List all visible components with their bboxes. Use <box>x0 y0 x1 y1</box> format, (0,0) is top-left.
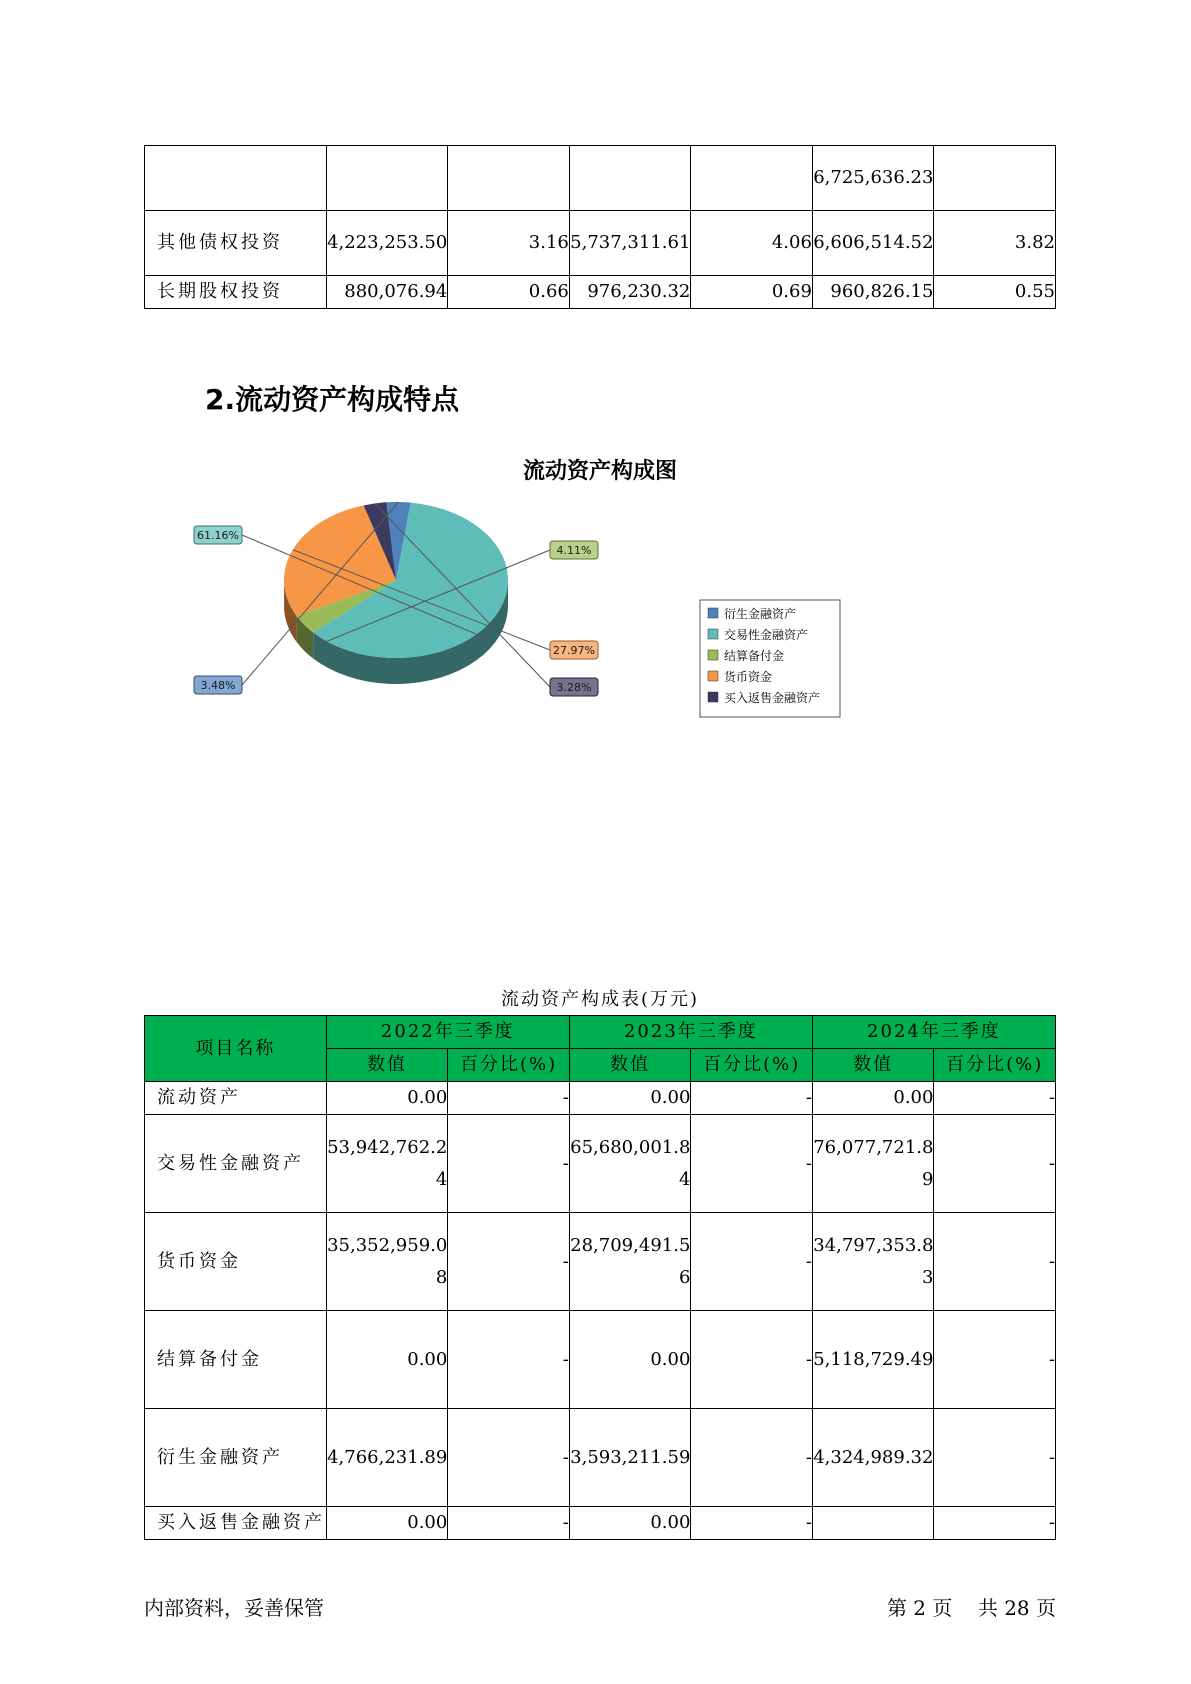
table-header-row <box>145 1016 1056 1049</box>
legend-label: 货币资金 <box>724 670 773 684</box>
percent-cell: - <box>691 1409 813 1507</box>
value-cell: 5,118,729.49 <box>812 1311 934 1409</box>
chart-legend <box>700 600 840 717</box>
value-cell: 0.00 <box>326 1507 448 1540</box>
legend-label: 结算备付金 <box>724 649 785 663</box>
value-cell: 4,766,231.89 <box>326 1409 448 1507</box>
legend-label: 买入返售金融资产 <box>724 691 821 705</box>
value-cell <box>569 146 691 211</box>
percent-cell: - <box>691 1311 813 1409</box>
row-label: 其他债权投资 <box>145 211 327 276</box>
percent-cell: - <box>691 1082 813 1115</box>
value-cell: 0.00 <box>569 1507 691 1540</box>
footer-confidential: 内部资料，妥善保管 <box>144 1596 324 1620</box>
percent-cell: - <box>691 1115 813 1213</box>
legend-label: 衍生金融资产 <box>724 607 797 621</box>
legend-swatch <box>708 629 718 639</box>
value-cell: 6,606,514.52 <box>812 211 934 276</box>
percent-cell: 0.66 <box>448 276 570 309</box>
data-label: 61.16% <box>197 529 239 542</box>
row-label: 交易性金融资产 <box>145 1115 327 1213</box>
value-cell: 4,324,989.32 <box>812 1409 934 1507</box>
row-label: 结算备付金 <box>145 1311 327 1409</box>
section-heading: 2.流动资产构成特点 <box>205 383 460 416</box>
chart-title: 流动资产构成图 <box>522 459 678 484</box>
table-row <box>145 1409 1056 1507</box>
value-cell: 28,709,491.56 <box>569 1213 691 1311</box>
total-suffix: 页 <box>1036 1596 1056 1620</box>
percent-cell: - <box>448 1213 570 1311</box>
percent-cell: - <box>448 1311 570 1409</box>
data-label: 4.11% <box>556 544 592 557</box>
table-row <box>145 1213 1056 1311</box>
header-period: 2023年三季度 <box>569 1016 812 1049</box>
current-assets-table <box>144 1015 1056 1540</box>
percent-cell: - <box>934 1082 1056 1115</box>
legend-swatch <box>708 608 718 618</box>
percent-cell: 0.55 <box>934 276 1056 309</box>
row-label: 货币资金 <box>145 1213 327 1311</box>
value-cell: 880,076.94 <box>326 276 448 309</box>
header-value: 数值 <box>812 1049 934 1082</box>
value-cell: 0.00 <box>569 1082 691 1115</box>
header-value: 数值 <box>326 1049 448 1082</box>
header-percent: 百分比(%) <box>691 1049 813 1082</box>
page-mid: 页 <box>932 1596 953 1620</box>
page-total: 28 <box>1004 1596 1030 1620</box>
percent-cell: - <box>448 1507 570 1540</box>
value-cell <box>326 146 448 211</box>
legend-swatch <box>708 650 718 660</box>
percent-cell: - <box>934 1115 1056 1213</box>
value-cell: 0.00 <box>569 1311 691 1409</box>
percent-cell: - <box>448 1082 570 1115</box>
value-cell: 976,230.32 <box>569 276 691 309</box>
header-item-name: 项目名称 <box>145 1016 327 1082</box>
percent-cell: - <box>934 1507 1056 1540</box>
row-label: 衍生金融资产 <box>145 1409 327 1507</box>
percent-cell: - <box>691 1507 813 1540</box>
table-row <box>145 211 1056 276</box>
percent-cell: - <box>934 1213 1056 1311</box>
data-label: 27.97% <box>553 644 595 657</box>
legend-label: 交易性金融资产 <box>724 628 809 642</box>
legend-swatch <box>708 671 718 681</box>
percent-cell <box>691 146 813 211</box>
percent-cell: 0.69 <box>691 276 813 309</box>
value-cell: 0.00 <box>326 1082 448 1115</box>
percent-cell: - <box>448 1115 570 1213</box>
row-label <box>145 146 327 211</box>
table-caption: 流动资产构成表(万元) <box>500 989 700 1010</box>
percent-cell: - <box>691 1213 813 1311</box>
data-label: 3.48% <box>200 679 236 692</box>
value-cell <box>812 1507 934 1540</box>
percent-cell: - <box>448 1409 570 1507</box>
table-row <box>145 1311 1056 1409</box>
footer-page-number <box>887 1592 1056 1621</box>
row-label: 买入返售金融资产 <box>145 1507 327 1540</box>
header-period: 2024年三季度 <box>812 1016 1055 1049</box>
value-cell: 6,725,636.23 <box>812 146 934 211</box>
table-row <box>145 276 1056 309</box>
value-cell: 5,737,311.61 <box>569 211 691 276</box>
value-cell: 4,223,253.50 <box>326 211 448 276</box>
value-cell: 65,680,001.84 <box>569 1115 691 1213</box>
percent-cell <box>934 146 1056 211</box>
value-cell: 34,797,353.83 <box>812 1213 934 1311</box>
percent-cell: 3.82 <box>934 211 1056 276</box>
value-cell: 35,352,959.08 <box>326 1213 448 1311</box>
percent-cell: - <box>934 1311 1056 1409</box>
page-prefix: 第 <box>886 1596 907 1620</box>
value-cell: 960,826.15 <box>812 276 934 309</box>
value-cell: 3,593,211.59 <box>569 1409 691 1507</box>
table-row <box>145 1082 1056 1115</box>
header-percent: 百分比(%) <box>448 1049 570 1082</box>
percent-cell: 3.16 <box>448 211 570 276</box>
row-label: 流动资产 <box>145 1082 327 1115</box>
table-row <box>145 146 1056 211</box>
table-row <box>145 1115 1056 1213</box>
legend-swatch <box>708 692 718 702</box>
row-label: 长期股权投资 <box>145 276 327 309</box>
percent-cell: 4.06 <box>691 211 813 276</box>
percent-cell: - <box>934 1409 1056 1507</box>
value-cell: 53,942,762.24 <box>326 1115 448 1213</box>
header-percent: 百分比(%) <box>934 1049 1056 1082</box>
header-value: 数值 <box>569 1049 691 1082</box>
table-row <box>145 1507 1056 1540</box>
value-cell: 0.00 <box>812 1082 934 1115</box>
pie-chart-svg <box>190 450 870 770</box>
percent-cell <box>448 146 570 211</box>
value-cell: 0.00 <box>326 1311 448 1409</box>
value-cell: 76,077,721.89 <box>812 1115 934 1213</box>
header-period: 2022年三季度 <box>326 1016 569 1049</box>
data-label: 3.28% <box>556 681 592 694</box>
pie-chart <box>190 450 870 770</box>
asset-table-continued <box>144 145 1056 309</box>
total-prefix: 共 <box>977 1596 998 1620</box>
page-current: 2 <box>913 1596 927 1620</box>
